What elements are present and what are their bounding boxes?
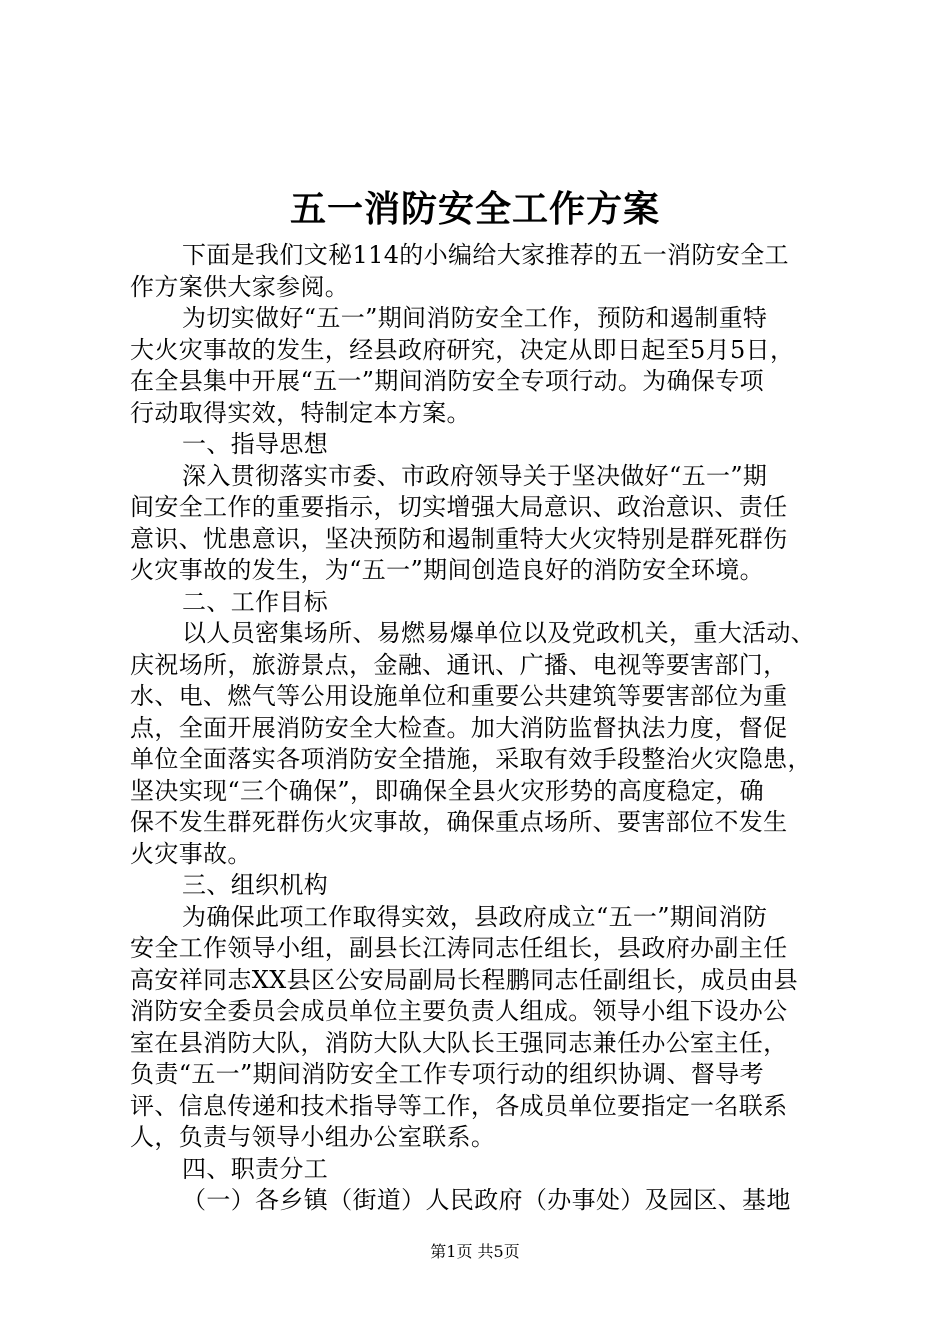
paragraph-line: 点，全面开展消防安全大检查。加大消防监督执法力度，督促 bbox=[130, 713, 788, 742]
paragraph-line: 大火灾事故的发生，经县政府研究，决定从即日起至5月5日， bbox=[130, 335, 795, 364]
paragraph-line: 坚决实现“三个确保”，即确保全县火灾形势的高度稳定，确 bbox=[130, 776, 764, 805]
section-heading: 二、工作目标 bbox=[182, 587, 329, 616]
paragraph-line: 为确保此项工作取得实效，县政府成立“五一”期间消防 bbox=[182, 902, 768, 931]
paragraph-line: 评、信息传递和技术指导等工作，各成员单位要指定一名联系 bbox=[130, 1091, 788, 1120]
paragraph-line: （一）各乡镇（街道）人民政府（办事处）及园区、基地 bbox=[182, 1186, 791, 1214]
paragraph-line: 火灾事故。 bbox=[130, 839, 252, 868]
paragraph-line: 人，负责与领导小组办公室联系。 bbox=[130, 1123, 496, 1151]
paragraph-line: 间安全工作的重要指示，切实增强大局意识、政治意识、责任 bbox=[130, 493, 788, 521]
paragraph-line: 消防安全委员会成员单位主要负责人组成。领导小组下设办公 bbox=[130, 997, 788, 1025]
paragraph-line: 行动取得实效，特制定本方案。 bbox=[130, 398, 471, 427]
paragraph-line: 水、电、燃气等公用设施单位和重要公共建筑等要害部位为重 bbox=[130, 682, 788, 710]
paragraph-line: 火灾事故的发生，为“五一”期间创造良好的消防安全环境。 bbox=[130, 556, 764, 584]
paragraph-line: 安全工作领导小组，副县长江涛同志任组长，县政府办副主任 bbox=[130, 934, 788, 962]
section-heading: 三、组织机构 bbox=[182, 871, 329, 899]
paragraph-line: 保不发生群死群伤火灾事故，确保重点场所、要害部位不发生 bbox=[130, 808, 788, 836]
paragraph-line: 意识、忧患意识，坚决预防和遏制重特大火灾特别是群死群伤 bbox=[130, 524, 788, 553]
section-heading: 一、指导思想 bbox=[182, 430, 329, 458]
paragraph-line: 负责“五一”期间消防安全工作专项行动的组织协调、督导考 bbox=[130, 1060, 764, 1088]
paragraph-line: 庆祝场所，旅游景点，金融、通讯、广播、电视等要害部门， bbox=[130, 650, 788, 679]
paragraph-line: 下面是我们文秘114的小编给大家推荐的五一消防安全工 bbox=[182, 241, 789, 269]
paragraph-line: 室在县消防大队，消防大队大队长王强同志兼任办公室主任， bbox=[130, 1028, 788, 1057]
paragraph-line: 为切实做好“五一”期间消防安全工作，预防和遏制重特 bbox=[182, 304, 768, 332]
paragraph-line: 深入贯彻落实市委、市政府领导关于坚决做好“五一”期 bbox=[182, 461, 768, 490]
page-footer: 第1页 共5页 bbox=[430, 1242, 520, 1261]
section-heading: 四、职责分工 bbox=[182, 1154, 329, 1183]
page-title: 五一消防安全工作方案 bbox=[289, 188, 660, 230]
document-body bbox=[130, 240, 830, 1217]
paragraph-line: 单位全面落实各项消防安全措施，采取有效手段整治火灾隐患， bbox=[130, 745, 812, 773]
paragraph-line: 以人员密集场所、易燃易爆单位以及党政机关，重大活动、 bbox=[182, 619, 816, 647]
paragraph-line: 作方案供大家参阅。 bbox=[130, 272, 350, 301]
paragraph-line: 在全县集中开展“五一”期间消防安全专项行动。为确保专项 bbox=[130, 367, 764, 395]
paragraph-line: 高安祥同志XX县区公安局副局长程鹏同志任副组长，成员由县 bbox=[130, 965, 798, 994]
